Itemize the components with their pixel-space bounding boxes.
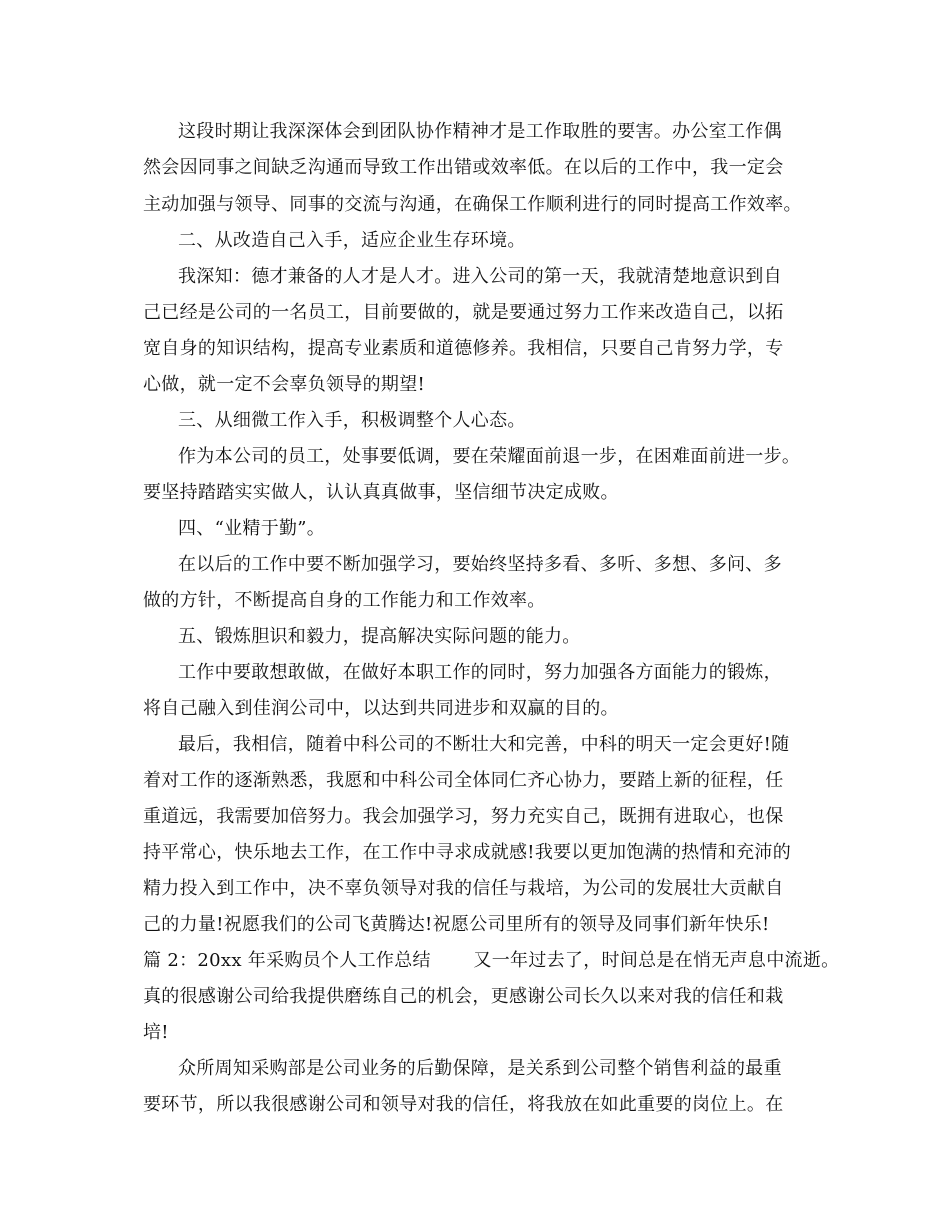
- paragraph-line: 主动加强与领导、同事的交流与沟通，在确保工作顺利进行的同时提高工作效率。: [143, 194, 802, 215]
- section-heading: 二、从改造自己入手，适应企业生存环境。: [178, 230, 526, 251]
- section-heading: 五、锻炼胆识和毅力，提高解决实际问题的能力。: [178, 626, 581, 647]
- paragraph-line: 作为本公司的员工，处事要低调，要在荣耀面前退一步，在困难面前进一步。: [178, 446, 801, 467]
- paragraph-line: 要坚持踏踏实实做人，认认真真做事，坚信细节决定成败。: [143, 482, 619, 503]
- article-heading-line: 篇 2：20xx 年采购员个人工作总结 又一年过去了，时间总是在悄无声息中流逝。: [143, 950, 840, 971]
- paragraph-line: 这段时期让我深深体会到团队协作精神才是工作取胜的要害。办公室工作偶: [178, 121, 782, 142]
- section-heading: 三、从细微工作入手，积极调整个人心态。: [178, 410, 526, 431]
- paragraph-line: 着对工作的逐渐熟悉，我愿和中科公司全体同仁齐心协力，要踏上新的征程，任: [143, 770, 784, 791]
- paragraph-line: 在以后的工作中要不断加强学习，要始终坚持多看、多听、多想、多问、多: [178, 554, 782, 575]
- paragraph-line: 己的力量!祝愿我们的公司飞黄腾达!祝愿公司里所有的领导及同事们新年快乐!: [143, 914, 770, 935]
- paragraph-line: 持平常心，快乐地去工作，在工作中寻求成就感!我要以更加饱满的热情和充沛的: [143, 842, 792, 863]
- paragraph-line: 心做，就一定不会辜负领导的期望!: [143, 374, 426, 395]
- paragraph-line: 最后，我相信，随着中科公司的不断壮大和完善，中科的明天一定会更好!随: [178, 734, 790, 755]
- paragraph-line: 然会因同事之间缺乏沟通而导致工作出错或效率低。在以后的工作中，我一定会: [143, 157, 784, 178]
- paragraph-line: 众所周知采购部是公司业务的后勤保障，是关系到公司整个销售利益的最重: [178, 1058, 782, 1079]
- paragraph-line: 工作中要敢想敢做，在做好本职工作的同时，努力加强各方面能力的锻炼，: [178, 662, 782, 683]
- paragraph-line: 重道远，我需要加倍努力。我会加强学习，努力充实自己，既拥有进取心，也保: [143, 806, 784, 827]
- paragraph-line: 精力投入到工作中，决不辜负领导对我的信任与栽培，为公司的发展壮大贡献自: [143, 878, 784, 899]
- paragraph-line: 宽自身的知识结构，提高专业素质和道德修养。我相信，只要自己肯努力学，专: [143, 338, 784, 359]
- section-heading: 四、“业精于勤”。: [178, 518, 326, 539]
- paragraph-line: 我深知：德才兼备的人才是人才。进入公司的第一天，我就清楚地意识到自: [178, 266, 782, 287]
- paragraph-line: 将自己融入到佳润公司中，以达到共同进步和双赢的目的。: [143, 698, 619, 719]
- paragraph-line: 真的很感谢公司给我提供磨练自己的机会，更感谢公司长久以来对我的信任和栽: [143, 986, 784, 1007]
- paragraph-line: 己已经是公司的一名员工，目前要做的，就是要通过努力工作来改造自己，以拓: [143, 302, 784, 323]
- paragraph-line: 要环节，所以我很感谢公司和领导对我的信任，将我放在如此重要的岗位上。在: [143, 1094, 784, 1115]
- paragraph-line: 培!: [143, 1022, 169, 1043]
- paragraph-line: 做的方针，不断提高自身的工作能力和工作效率。: [143, 590, 546, 611]
